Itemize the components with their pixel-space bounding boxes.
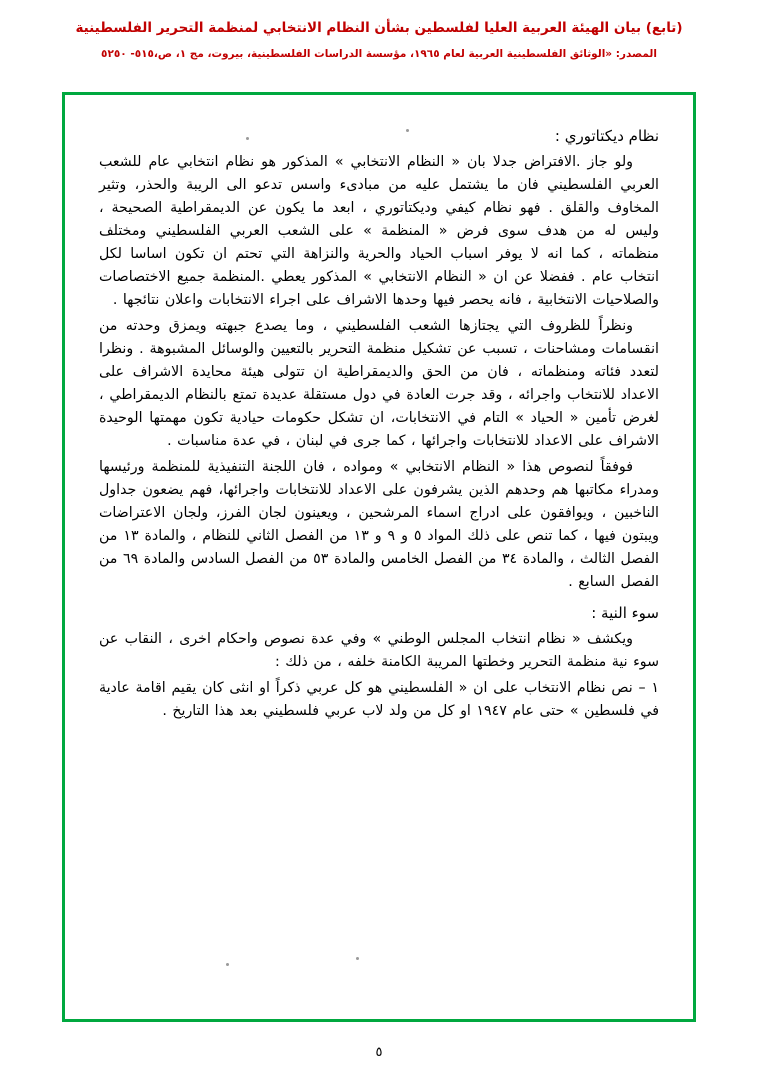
paragraph-4: ويكشف « نظام انتخاب المجلس الوطني » وفي عدة نصوص واحكام اخرى ، النقاب عن سوء نية منظمة التحرير وخطتها المريبة الكامنة خلفه ، من ذلك : bbox=[99, 631, 659, 670]
page-title: (تابع) بيان الهيئة العربية العليا لفلسطين بشأن النظام الانتخابي لمنظمة التحرير الفلسطينية bbox=[75, 20, 683, 36]
paragraph-1: ولو جاز .الافتراض جدلا بان « النظام الانتخابي » المذكور هو نظام انتخابي عام للشعب العربي الفلسطيني فان ما يشتمل عليه من مبادىء واسس تدعو الى الريبة والحذر، وتثير المخاوف والقلق . فهو نظام كيفي وديكتاتوري ، ابعد ما يكون عن الديمقراطية الصحيحة ، وليس له من هدف سوى فرض « المنظمة » على الشعب العربي الفلسطيني ومختلف منظماته ، كما انه لا يوفر اسباب الحياد والحرية والنزاهة التي تحتم ان تكون اساسا لكل انتخاب عام . ففضلا عن ان « النظام الانتخابي » المذكور يعطي .المنظمة جميع الاختصاصات والصلاحيات الانتخابية ، فانه يحصر فيها وحدها الاشراف على اجراء الانتخابات واعلان نتائجها . bbox=[99, 154, 659, 308]
scan-dot bbox=[356, 957, 359, 960]
paragraph-3: فوفقاً لنصوص هذا « النظام الانتخابي » ومواده ، فان اللجنة التنفيذية للمنظمة ورئيسها ومدراء مكاتبها هم وحدهم الذين يشرفون على الاعداد للانتخابات واجرائها، فهم يضعون جداول الناخبين ، ويوافقون على ادراج اسماء المرشحين ، ويعينون لجان الفرز، ولجان الاعتراضات ويبتون فيها ، كما تنص على ذلك المواد ٥ و ٩ و ١٣ من الفصل الثاني للنظام ، والمادة ١٣ من الفصل الثالث ، والمادة ٣٤ من الفصل الخامس والمادة ٥٣ من الفصل السادس والمادة ٦٩ من الفصل السابع . bbox=[99, 459, 660, 590]
document-header bbox=[0, 0, 758, 63]
section-heading-dictatorial-system: نظام ديكتاتوري : bbox=[554, 127, 659, 145]
page-number: ٥ bbox=[375, 1045, 383, 1060]
scan-dot bbox=[226, 963, 229, 966]
document-source: المصدر: «الوثائق الفلسطينية العربية لعام ١٩٦٥، مؤسسة الدراسات الفلسطينية، بيروت، مج ١، ص،٥١٥- ٥٢٥٠ bbox=[101, 47, 657, 60]
paragraph-5: ١ – نص نظام الانتخاب على ان « الفلسطيني هو كل عربي ذكراً او انثى كان يقيم اقامة عادية في فلسطين » حتى عام ١٩٤٧ او كل من ولد لاب عربي فلسطيني بعد هذا التاريخ . bbox=[99, 680, 659, 719]
content-body bbox=[65, 95, 693, 1019]
content-frame bbox=[62, 92, 696, 1022]
section-heading-bad-faith: سوء النية : bbox=[591, 604, 659, 622]
paragraph-2: ونظراً للظروف التي يجتازها الشعب الفلسطيني ، وما يصدع جبهته ويمزق وحدته من انقسامات ومشاحنات ، تسبب عن تشكيل منظمة التحرير بالتعيين والوسائل المشبوهة . ونظرا لتعدد فئاته ومنظماته ، فان من الحق والديمقراطية ان تتولى هيئة محايدة الاشراف على الاعداد للانتخاب واجرائه ، وقد جرت العادة في دول مستقلة عديدة تمتع بالنظام الديمقراطي ، لغرض تأمين « الحياد » التام في الانتخابات، ان تشكل حكومات حيادية تكون مهمتها الوحيدة الاشراف على الاعداد للانتخابات واجرائها ، كما جرى في لبنان ، في عدة مناسبات . bbox=[99, 318, 659, 449]
